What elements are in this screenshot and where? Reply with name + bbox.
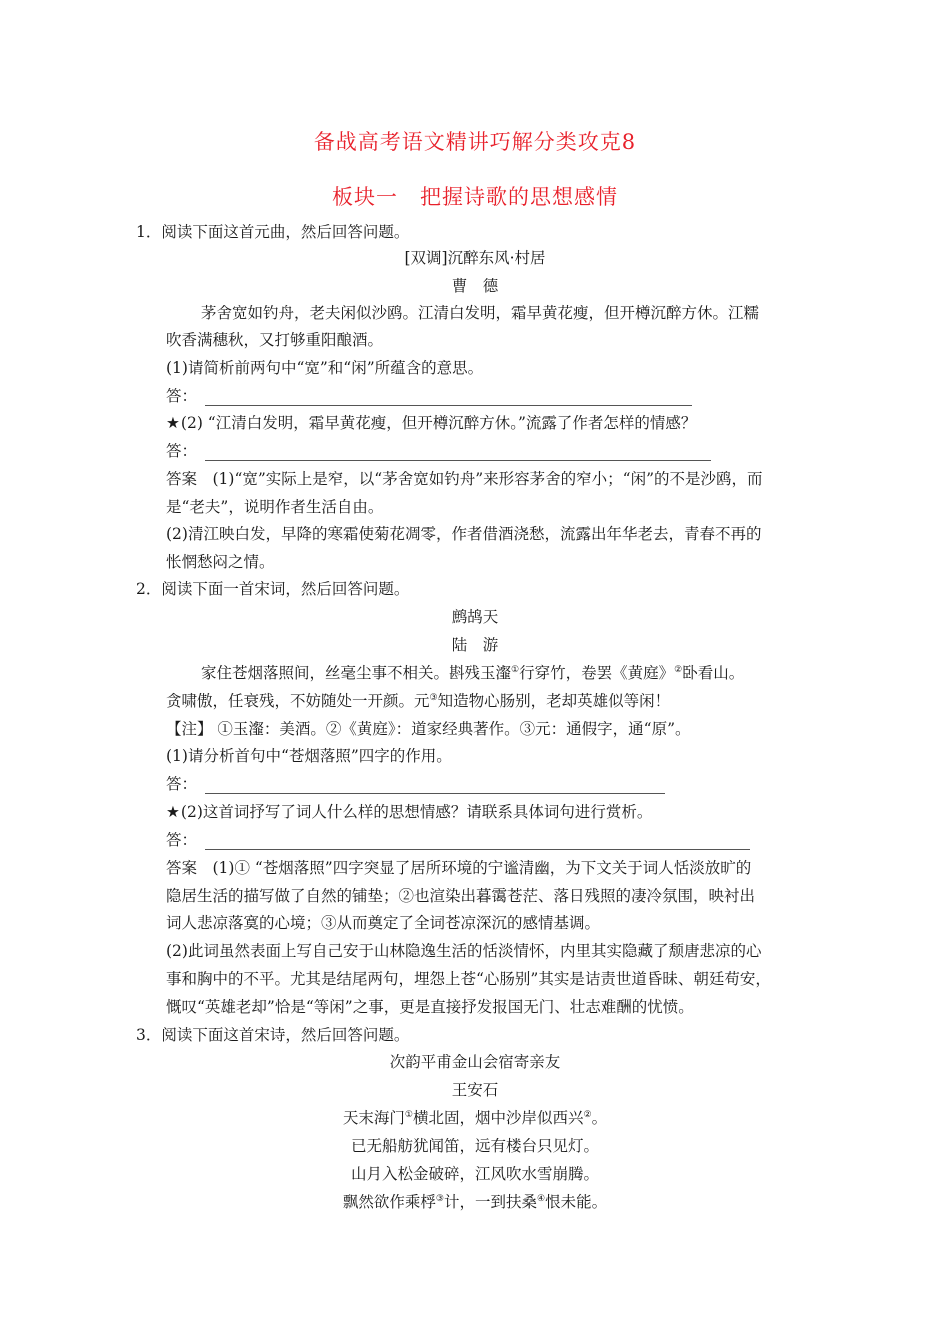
q3-prompt: 3．阅读下面这首宋诗，然后回答问题。 <box>136 1026 410 1044</box>
q3-poem-line-1 <box>0 1108 950 1128</box>
footnote-marker: ③ <box>435 1194 444 1204</box>
q1-text-line-1: 茅舍宽如钓舟，老夫闲似沙鸥。江清白发明，霜早黄花瘦，但开樽沉醉方休。江糯 <box>201 304 760 322</box>
q2-note: 【注】 ①玉瀣：美酒。②《黄庭》：道家经典著作。③元：通假字，通“原”。 <box>166 720 691 738</box>
q2-poem-title: 鹧鸪天 <box>451 608 499 626</box>
footnote-marker: ① <box>511 665 520 675</box>
q2-sub-question-2 <box>166 802 652 822</box>
answer-label: 答： <box>166 387 198 405</box>
q1-answer-text-1: 答案 (1)“宽”实际上是窄，以“茅舍宽如钓舟”来形容茅舍的窄小；“闲”的不是沙鸥，而 <box>166 470 763 488</box>
q1-sub-question-1: (1)请简析前两句中“宽”和“闲”所蕴含的意思。 <box>166 359 484 377</box>
footnote-marker: ③ <box>429 693 438 703</box>
star-icon: ★ <box>166 414 180 432</box>
q2-prompt: 2．阅读下面一首宋词，然后回答问题。 <box>136 580 410 598</box>
q2-answer-text-1: 答案 (1)① “苍烟落照”四字突显了居所环境的宁谧清幽，为下文关于词人恬淡放旷的 <box>166 859 752 877</box>
section-title: 板块一 把握诗歌的思想感情 <box>332 185 618 209</box>
q1-answer-line-1 <box>166 386 692 406</box>
q2-answer-text-4: (2)此词虽然表面上写自己安于山林隐逸生活的恬淡情怀，内里其实隐藏了颓唐悲凉的心 <box>166 942 762 960</box>
q3-poem-line-4 <box>0 1192 950 1212</box>
answer-blank[interactable] <box>205 780 665 794</box>
poem-text: 横北固，烟中沙岸似西兴 <box>412 1109 584 1127</box>
q2-text-line-2 <box>166 691 670 711</box>
q1-answer-line-2 <box>166 441 711 461</box>
q2-answer-text-5: 事和胸中的不平。尤其是结尾两句，埋怨上苍“心肠别”其实是诘责世道昏昧、朝廷苟安， <box>166 970 771 988</box>
poem-text: 飘然欲作乘桴 <box>342 1193 436 1211</box>
poem-text: 恨未能。 <box>545 1193 608 1211</box>
document-title: 备战高考语文精讲巧解分类攻克8 <box>313 130 637 154</box>
footnote-marker: ④ <box>537 1194 546 1204</box>
answer-label: 答： <box>166 775 198 793</box>
poem-text: 。 <box>591 1109 608 1127</box>
q2-sub-question-1: (1)请分析首句中“苍烟落照”四字的作用。 <box>166 747 452 765</box>
answer-label: 答： <box>166 831 198 849</box>
footnote-marker: ② <box>583 1110 592 1120</box>
poem-text: 天末海门 <box>342 1109 405 1127</box>
q1-sub-question-2-text: (2) “江清白发明，霜早黄花瘦，但开樽沉醉方休。”流露了作者怎样的情感？ <box>180 414 697 432</box>
q2-sub-question-2-text: (2)这首词抒写了词人什么样的思想情感？请联系具体词句进行赏析。 <box>180 803 653 821</box>
footnote-marker: ① <box>404 1110 413 1120</box>
answer-blank[interactable] <box>205 836 750 850</box>
q1-answer-text-3: (2)清江映白发，早降的寒霜使菊花凋零，作者借酒浇愁，流露出年华老去，青春不再的 <box>166 525 762 543</box>
poem-text: 贪啸傲，任衰残，不妨随处一开颜。元 <box>166 692 430 710</box>
q2-text-line-1 <box>201 663 744 683</box>
poem-text: 家住苍烟落照间，丝毫尘事不相关。斟残玉瀣 <box>201 664 512 682</box>
answer-blank[interactable] <box>205 447 711 461</box>
q3-author: 王安石 <box>451 1081 499 1099</box>
q1-poem-title: [双调]沉醉东风·村居 <box>404 249 546 267</box>
footnote-marker: ② <box>674 665 683 675</box>
q1-answer-text-2: 是“老夫”，说明作者生活自由。 <box>166 498 384 516</box>
q3-poem-line-2: 已无船舫犹闻笛，远有楼台只见灯。 <box>350 1137 599 1155</box>
q1-sub-question-2 <box>166 413 696 433</box>
q1-prompt: 1．阅读下面这首元曲，然后回答问题。 <box>136 223 410 241</box>
q2-answer-text-6: 慨叹“英雄老却”恰是“等闲”之事，更是直接抒发报国无门、壮志难酬的忧愤。 <box>166 998 694 1016</box>
q1-author: 曹 德 <box>451 277 499 295</box>
q2-author: 陆 游 <box>451 636 499 654</box>
q1-answer-text-4: 怅惘愁闷之情。 <box>166 553 275 571</box>
q2-answer-text-3: 词人悲凉落寞的心境；③从而奠定了全词苍凉深沉的感情基调。 <box>166 914 601 932</box>
q2-answer-line-1 <box>166 774 665 794</box>
poem-text: 计，一到扶桑 <box>443 1193 537 1211</box>
poem-text: 知造物心肠别，老却英雄似等闲！ <box>437 692 671 710</box>
answer-label: 答： <box>166 442 198 460</box>
q3-poem-title: 次韵平甫金山会宿寄亲友 <box>389 1053 561 1071</box>
q3-poem-line-3: 山月入松金破碎，江风吹水雪崩腾。 <box>350 1165 599 1183</box>
q2-answer-line-2 <box>166 830 750 850</box>
poem-text: 卧看山。 <box>682 664 745 682</box>
q2-answer-text-2: 隐居生活的描写做了自然的铺垫；②也渲染出暮霭苍茫、落日残照的凄冷氛围，映衬出 <box>166 887 756 905</box>
q1-text-line-2: 吹香满穗秋，又打够重阳酿酒。 <box>166 331 384 349</box>
answer-blank[interactable] <box>205 392 692 406</box>
star-icon: ★ <box>166 803 180 821</box>
poem-text: 行穿竹，卷罢《黄庭》 <box>519 664 675 682</box>
